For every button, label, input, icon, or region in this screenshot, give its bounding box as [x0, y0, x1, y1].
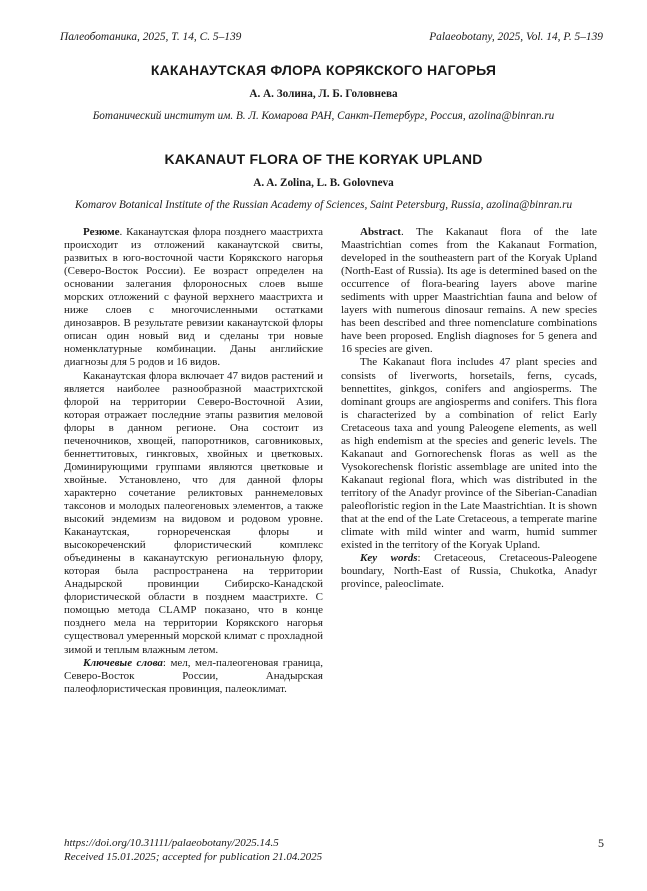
- running-head-ru: Палеоботаника, 2025, Т. 14, С. 5–139: [60, 31, 242, 43]
- abstract-ru-column: [64, 226, 323, 696]
- abstract-en-p1-text: The Kakanaut flora of the late Maastrichtian comes from the Kakanaut Formation, developed in the southeastern part of the Koryak Upland (North-East of Russia). Its age is determined based on the occurrence of flora-bearing layers above marine sediments with upper Maastrichtian fauna and below of layers with numerous dinosaur remains. A new species has been described and three nomenclature combinations have been proposed. English diagnoses for 5 genera and 16 species are given.: [341, 226, 597, 356]
- abstract-en-label: Abstract: [360, 226, 401, 238]
- keywords-ru: Ключевые слова: мел, мел-палеогеновая граница, Северо-Восток России, Анадырская палеофлористическая провинция, палеоклимат.: [64, 656, 323, 695]
- authors-ru: А. А. Золина, Л. Б. Головнева: [249, 88, 398, 100]
- title-ru: КАКАНАУТСКАЯ ФЛОРА КОРЯКСКОГО НАГОРЬЯ: [150, 62, 497, 78]
- abstract-ru-p1: Резюме. Каканаутская флора позднего маастрихта происходит из отложений каканаутской свиты, развитых в юго-восточной части Корякского нагорья (Северо-Восток России). Ее возраст определен на основании залегания флороносных слоев выше морских отложений с фауной верхнего маастрихта и ниже слоев с многочисленными остатками динозавров. В результате ревизии каканаутской флоры описан один новый вид и сделаны три новые номенклатурные комбинации. Даны английские диагнозы для 5 родов и 16 видов.: [64, 226, 324, 369]
- abstract-en-p1: Abstract. The Kakanaut flora of the late Maastrichtian comes from the Kakanaut Formation, developed in the southeastern part of the Koryak Upland (North-East of Russia). Its age is determined based on the occurrence of flora-bearing layers above marine sediments with upper Maastrichtian fauna and below of layers with numerous dinosaur remains. A new species has been described and three nomenclature combinations have been proposed. English diagnoses for 5 genera and 16 species are given.: [341, 226, 597, 356]
- abstract-ru-p1-text: Каканаутская флора позднего маастрихта происходит из отложений каканаутской свиты, развитых в юго-восточной части Корякского нагорья (Северо-Восток России). Ее возраст определен на основании залегания флороносных слоев выше морских отложений с фауной верхнего маастрихта и ниже слоев с многочисленными остатками динозавров. В результате ревизии каканаутской флоры описан один новый вид и сделаны три новые номенклатурные комбинации. Даны английские диагнозы для 5 родов и 16 видов.: [64, 226, 324, 369]
- page-number: 5: [598, 836, 604, 850]
- authors-en: A. A. Zolina, L. B. Golovneva: [253, 177, 394, 189]
- doi-link[interactable]: https://doi.org/10.31111/palaeobotany/2025.14.5: [64, 837, 279, 849]
- keywords-ru-label: Ключевые слова: [83, 656, 163, 669]
- received-dates: Received 15.01.2025; accepted for publication 21.04.2025: [64, 851, 323, 863]
- affiliation-en: Komarov Botanical Institute of the Russian Academy of Sciences, Saint Petersburg, Russia, azolina@binran.ru: [74, 199, 573, 211]
- keywords-en: Key words: Cretaceous, Cretaceous-Paleogene boundary, North-East of Russia, Chukotka, Anadyr province, paleoclimate.: [341, 552, 597, 591]
- keywords-en-text: Cretaceous, Cretaceous-Paleogene boundary, North-East of Russia, Chukotka, Anadyr province, paleoclimate.: [341, 552, 597, 591]
- title-en: KAKANAUT FLORA OF THE KORYAK UPLAND: [164, 151, 483, 167]
- affiliation-ru: Ботанический институт им. В. Л. Комарова РАН, Санкт-Петербург, Россия, azolina@binran.ru: [92, 110, 555, 122]
- keywords-ru-text: мел, мел-палеогеновая граница, Северо-Восток России, Анадырская палеофлористическая провинция, палеоклимат.: [64, 656, 323, 695]
- running-head-en: Palaeobotany, 2025, Vol. 14, P. 5–139: [429, 31, 603, 43]
- abstract-en-p2: The Kakanaut flora includes 47 plant species and consists of liverworts, horsetails, ferns, cycads, bennettites, ginkgos, conifers and angiosperms. The dominant groups are angiosperms and conifers. This flora is characterized by a combination of relict Early Cretaceous taxa and young Paleogene elements, as well as high endemism at the species and generic levels. The Kakanaut and Gornorechensk floras as well as the Vysokorechensk floristic assemblage are united into the Kakanaut regional flora, which was distributed in the territory of the Anadyr province of the Siberian-Canadian paleofloristic region in the Late Maastrichtian. It is shown that at the end of the Late Cretaceous, a temperate marine climate with mild winter and warm, humid summer existed in the territory of the Koryak Upland.: [341, 356, 597, 552]
- footer: [64, 836, 604, 864]
- keywords-en-label: Key words: [360, 552, 418, 565]
- abstract-ru-p2: Каканаутская флора включает 47 видов растений и является наиболее разнообразной маастрихтской флорой на территории Северо-Восточной Азии, которая отражает последние этапы развития меловой флоры в данном регионе. Она состоит из печеночников, хвощей, папоротников, саговниковых, беннеттитовых, гинкговых, хвойных и цветковых. Доминирующими группами являются цветковые и хвойные. Установлено, что для данной флоры характерно сочетание реликтовых раннемеловых таксонов и молодых палеогеновых элементов, а также высокий эндемизм на видовом и родовом уровне. Каканаутская, горнореченская флоры и высокореченский флористический комплекс объединены в каканаутскую региональную флору, которая была распространена на территории Анадырской провинции Сибирско-Канадской флористической области в позднем маастрихте. С помощью метода CLAMP показано, что в конце позднего мела на территории Корякского нагорья существовал умеренный морской климат с прохладной зимой и теплым влажным летом.: [64, 369, 323, 656]
- abstract-en-column: [341, 226, 597, 591]
- abstract-ru-label: Резюме: [83, 226, 120, 238]
